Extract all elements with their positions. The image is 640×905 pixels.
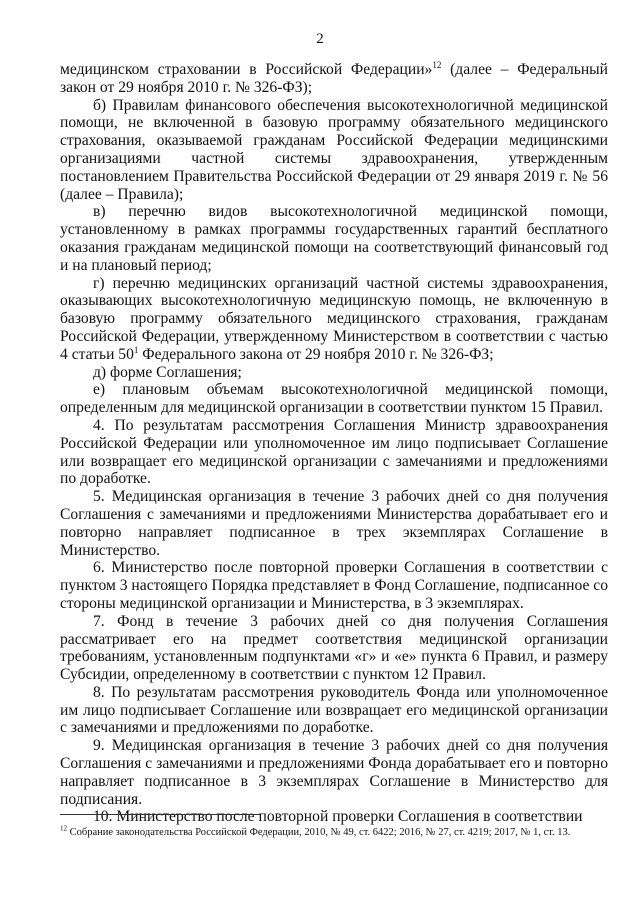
footnote-separator xyxy=(60,814,260,815)
paragraph-5: 5. Медицинская организация в течение 3 рабочих дней со дня получения Соглашения с замечаниями и предложениями Министерства дорабатывает его и повторно направляет подписанное в трех экземплярах Соглашение в Министерство. xyxy=(60,488,608,559)
paragraph-9: 9. Медицинская организация в течение 3 рабочих дней со дня получения Соглашения с замечаниями и предложениями Фонда дорабатывает его и повторно направляет подписанное в 3 экземплярах Соглашение в Министерство для подписания. xyxy=(60,737,608,808)
paragraph-7: 7. Фонд в течение 3 рабочих дней со дня получения Соглашения рассматривает его на предмет соответствия медицинской организации требованиям, установленным подпунктами «г» и «е» пункта 6 Правил, и размеру Субсидии, определенному в соответствии с пунктом 12 Правил. xyxy=(60,612,608,684)
footnote-marker: 12 xyxy=(60,824,67,833)
footnote-12 xyxy=(60,826,620,839)
paragraph-4: 4. По результатам рассмотрения Соглашения Министр здравоохранения Российской Федерации или уполномоченное им лицо подписывает Соглашение или возвращает его медицинской организации с замечаниями и предложениями по доработке. xyxy=(60,416,608,488)
paragraph-text: г) перечню медицинских организаций частной системы здравоохранения, оказывающих высокотехнологичную медицинскую помощь, не включенную в базовую программу обязательного медицинского страхования, гражданам Российской Федерации, утвержденному Министерством в соответствии с частью 4 статьи 50 xyxy=(60,274,608,363)
paragraph-10: 10. Министерство после повторной проверки Соглашения в соответствии xyxy=(93,808,583,826)
document-body xyxy=(60,61,608,826)
paragraph-item-g xyxy=(60,275,608,364)
paragraph-text: Федерального закона от 29 ноября 2010 г. № 326-ФЗ; xyxy=(138,345,494,363)
footnote-reference-12: 12 xyxy=(432,59,442,70)
page-number: 2 xyxy=(316,31,324,47)
paragraph-text: медицинском страховании в Российской Федерации» xyxy=(60,61,433,78)
footnote-text: Собрание законодательства Российской Федерации, 2010, № 49, ст. 6422; 2016, № 27, ст. 4219; 2017, № 1, ст. 13. xyxy=(67,827,571,838)
paragraph-item-b: б) Правилам финансового обеспечения высокотехнологичной медицинской помощи, не включенной в базовую программу обязательного медицинского страхования, оказываемой гражданам Российской Федерации медицинскими организациями частной системы здравоохранения, утвержденным постановлением Правительства Российской Федерации от 29 января 2019 г. № 56 (далее – Правила); xyxy=(60,96,608,203)
article-superscript: 1 xyxy=(133,344,139,355)
paragraph-item-d: д) форме Соглашения; xyxy=(93,363,242,381)
paragraph-item-e: е) плановым объемам высокотехнологичной медицинской помощи, определенным для медицинской организации в соответствии пунктом 15 Правил. xyxy=(60,381,608,417)
paragraph-law-reference-continued xyxy=(60,61,608,97)
paragraph-item-v: в) перечню видов высокотехнологичной медицинской помощи, установленному в рамках программы государственных гарантий бесплатного оказания гражданам медицинской помощи на соответствующий финансовый год и на плановый период; xyxy=(60,203,608,274)
paragraph-8: 8. По результатам рассмотрения руководитель Фонда или уполномоченное им лицо подписывает Соглашение или возвращает его медицинской организации с замечаниями и предложениями по доработке. xyxy=(60,683,608,737)
paragraph-6: 6. Министерство после повторной проверки Соглашения в соответствии с пунктом 3 настоящего Порядка представляет в Фонд Соглашение, подписанное со стороны медицинской организации и Министерства, в 3 экземплярах. xyxy=(60,559,608,612)
paragraph-text: (далее – Федеральный закон от 29 ноября 2010 г. № 326-ФЗ); xyxy=(60,61,608,96)
